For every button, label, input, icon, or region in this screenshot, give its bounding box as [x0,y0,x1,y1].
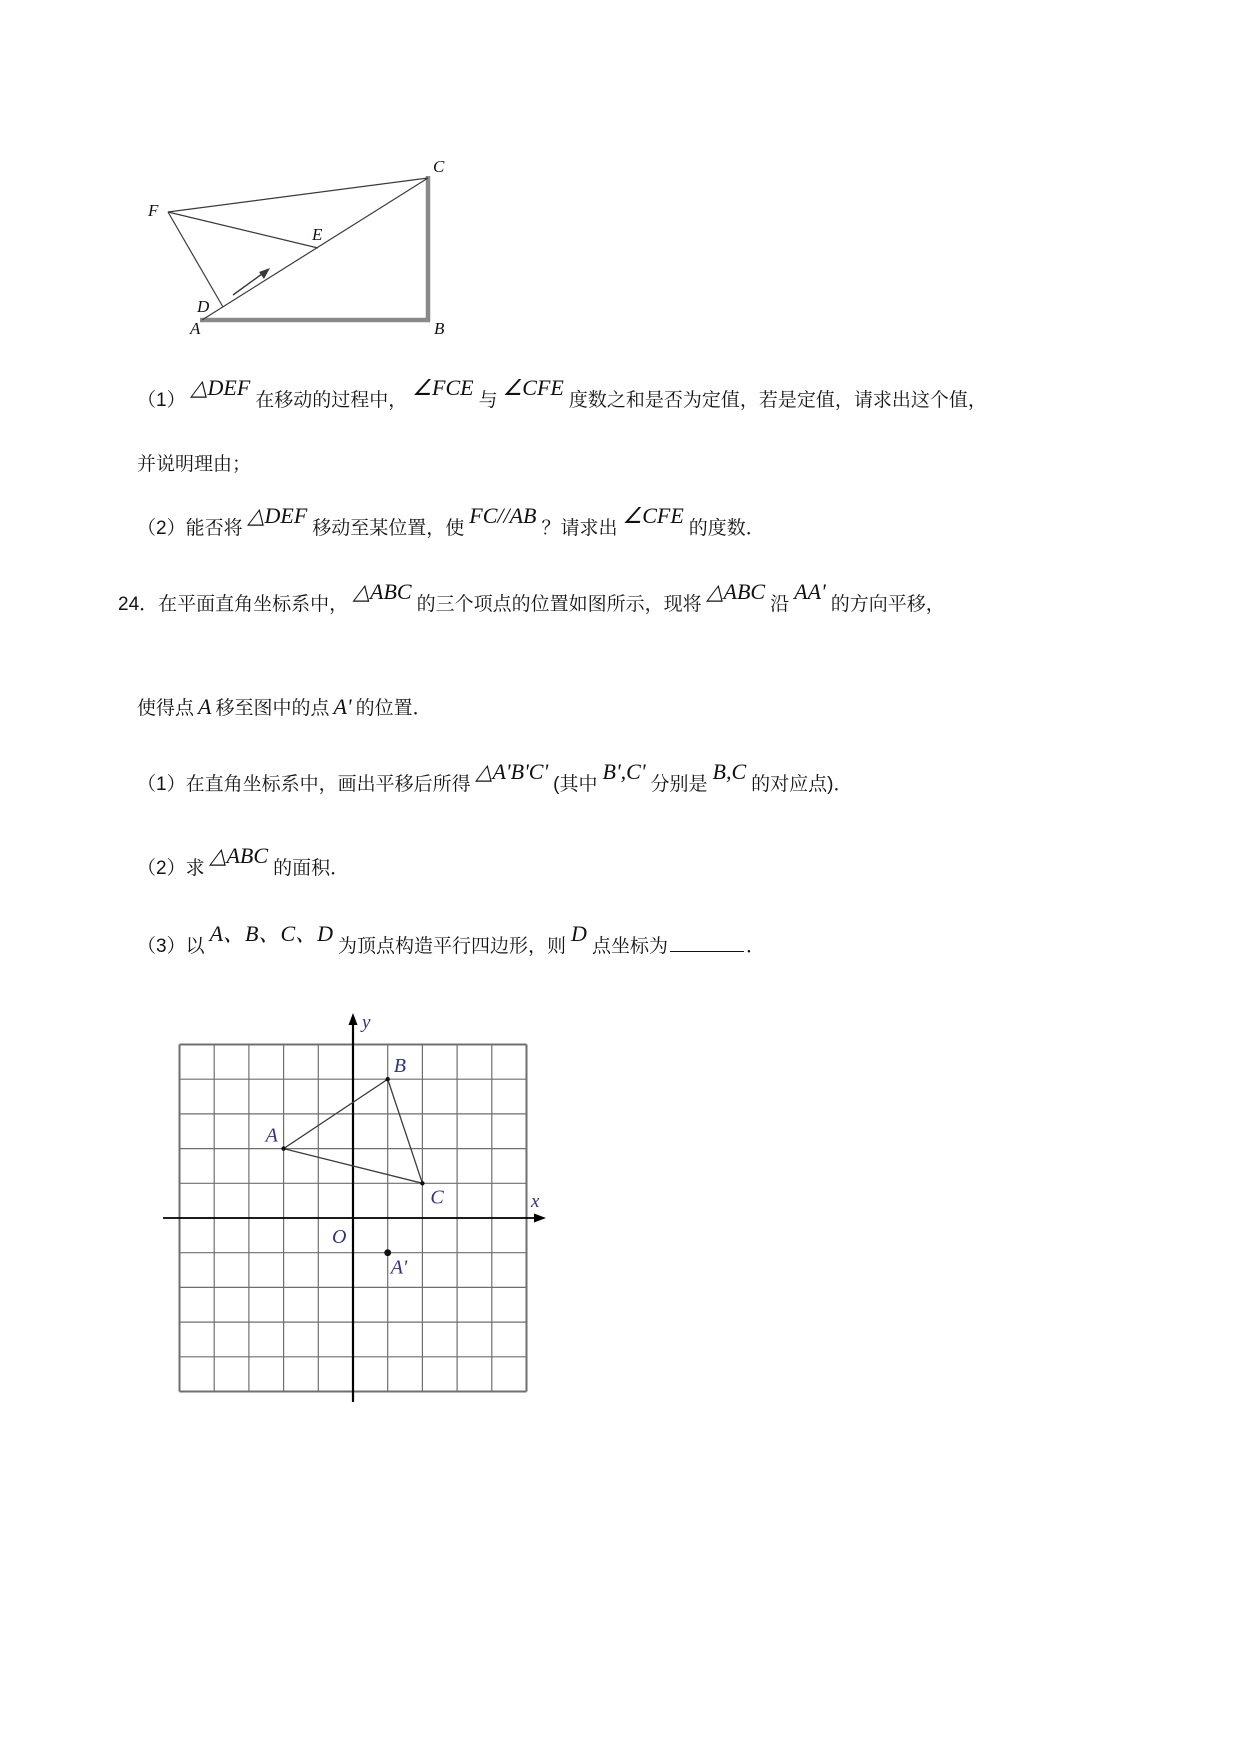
q24-stem2-text1: 移至图中的点 [215,698,330,719]
q24-p3-text0: （3）以 [137,936,205,957]
x-axis-label: x [531,1191,540,1212]
segment-fc [168,178,428,212]
figure1-label-e: E [312,225,323,244]
x-axis-arrow-icon [534,1214,546,1223]
q23-p2-math-cfe: ∠CFE [622,503,684,528]
point-dot [420,1181,424,1185]
q24-stem2-text0: 使得点 [137,698,195,719]
q24-stem-text1: 的三个项点的位置如图所示，现将 [416,594,702,615]
point-label: A [265,1124,278,1147]
figure1-label-f: F [148,201,159,220]
q24-p1-text0: （1）在直角坐标系中，画出平移后所得 [137,774,471,795]
q23-p1-math-cfe: ∠CFE [502,375,564,400]
q24-stem-math-abc1: △ABC [353,579,412,604]
q23-p2-text0: （2）能否将 [137,518,243,539]
q24-p3-math-abcd: A、B、C、D [209,921,334,946]
figure-triangle-def [140,140,460,340]
y-axis-arrow-icon [349,1013,358,1025]
q24-stem2-math-a: A [198,694,212,719]
q23-p2-text2: ？请求出 [541,518,618,539]
q24-p2-text1: 的面积． [273,858,350,879]
translation-arrow-icon [233,268,270,295]
answer-blank [670,949,744,952]
question-24-part1 [137,759,853,800]
q24-p3-text2: 点坐标为 [591,936,668,957]
q24-p3-text3: ． [745,936,765,957]
segment-fd [168,212,223,307]
q24-stem-text2: 沿 [770,594,790,615]
q24-stem-math-abc2: △ABC [706,579,766,604]
q24-p3-math-d: D [571,921,587,946]
question-23-part2 [137,503,765,544]
question-23-part1-cont [137,450,251,480]
q24-stem-text0: 24．在平面直角坐标系中， [118,594,349,615]
point-dot [384,1249,391,1256]
q23-p1b-text: 并说明理由； [137,454,252,475]
question-24-part2 [137,843,350,884]
y-axis-label: y [362,1012,371,1033]
point-dot [281,1146,285,1150]
q24-p3-text1: 为顶点构造平行四边形，则 [338,936,567,957]
q24-stem-text3: 的方向平移， [830,594,945,615]
question-24-stem [118,579,945,620]
question-24-stem-cont [137,692,432,724]
q23-p2-math-fcab: FC//AB [469,503,537,528]
q23-p1-text2: 与 [478,390,498,411]
q24-stem2-math-a-prime: A' [333,694,352,719]
q23-p1-text1: 在移动的过程中， [255,390,408,411]
figure1-label-c: C [433,157,445,176]
q23-p1-math-def: △DEF [190,375,251,400]
q24-p1-math-bc-prime: B',C' [602,759,646,784]
figure1-label-b: B [434,319,445,338]
q24-stem2-text2: 的位置． [355,698,432,719]
point-dot [386,1077,390,1081]
q24-p1-math-bc: B,C [712,759,747,784]
coordinate-grid-figure [155,1005,555,1405]
q24-p2-math-abc: △ABC [209,843,269,868]
point-label: B [393,1055,406,1078]
origin-label: O [332,1226,347,1248]
q24-p1-text2: 分别是 [650,774,708,795]
point-label: A' [390,1256,408,1279]
question-24-part3 [137,921,765,962]
q24-p1-text1: (其中 [553,774,598,795]
q23-p1-math-fce: ∠FCE [412,375,474,400]
q23-p2-text3: 的度数． [688,518,765,539]
q23-p2-text1: 移动至某位置，使 [312,518,465,539]
q24-p2-text0: （2）求 [137,858,205,879]
q24-stem-math-aa: AA' [794,579,826,604]
segment-fe [168,212,318,248]
point-label: C [430,1186,444,1209]
q23-p2-math-def: △DEF [247,503,308,528]
segment-ac [202,178,428,320]
figure1-label-a: A [190,319,201,338]
figure1-label-d: D [197,297,210,316]
q23-p1-text3: 度数之和是否为定值，若是定值，请求出这个值， [568,390,987,411]
q23-p1-text0: （1） [137,390,186,411]
q24-p1-math-triangle-prime: △A'B'C' [475,759,549,784]
q24-p1-text3: 的对应点)． [751,774,853,795]
question-23-part1 [137,375,987,416]
